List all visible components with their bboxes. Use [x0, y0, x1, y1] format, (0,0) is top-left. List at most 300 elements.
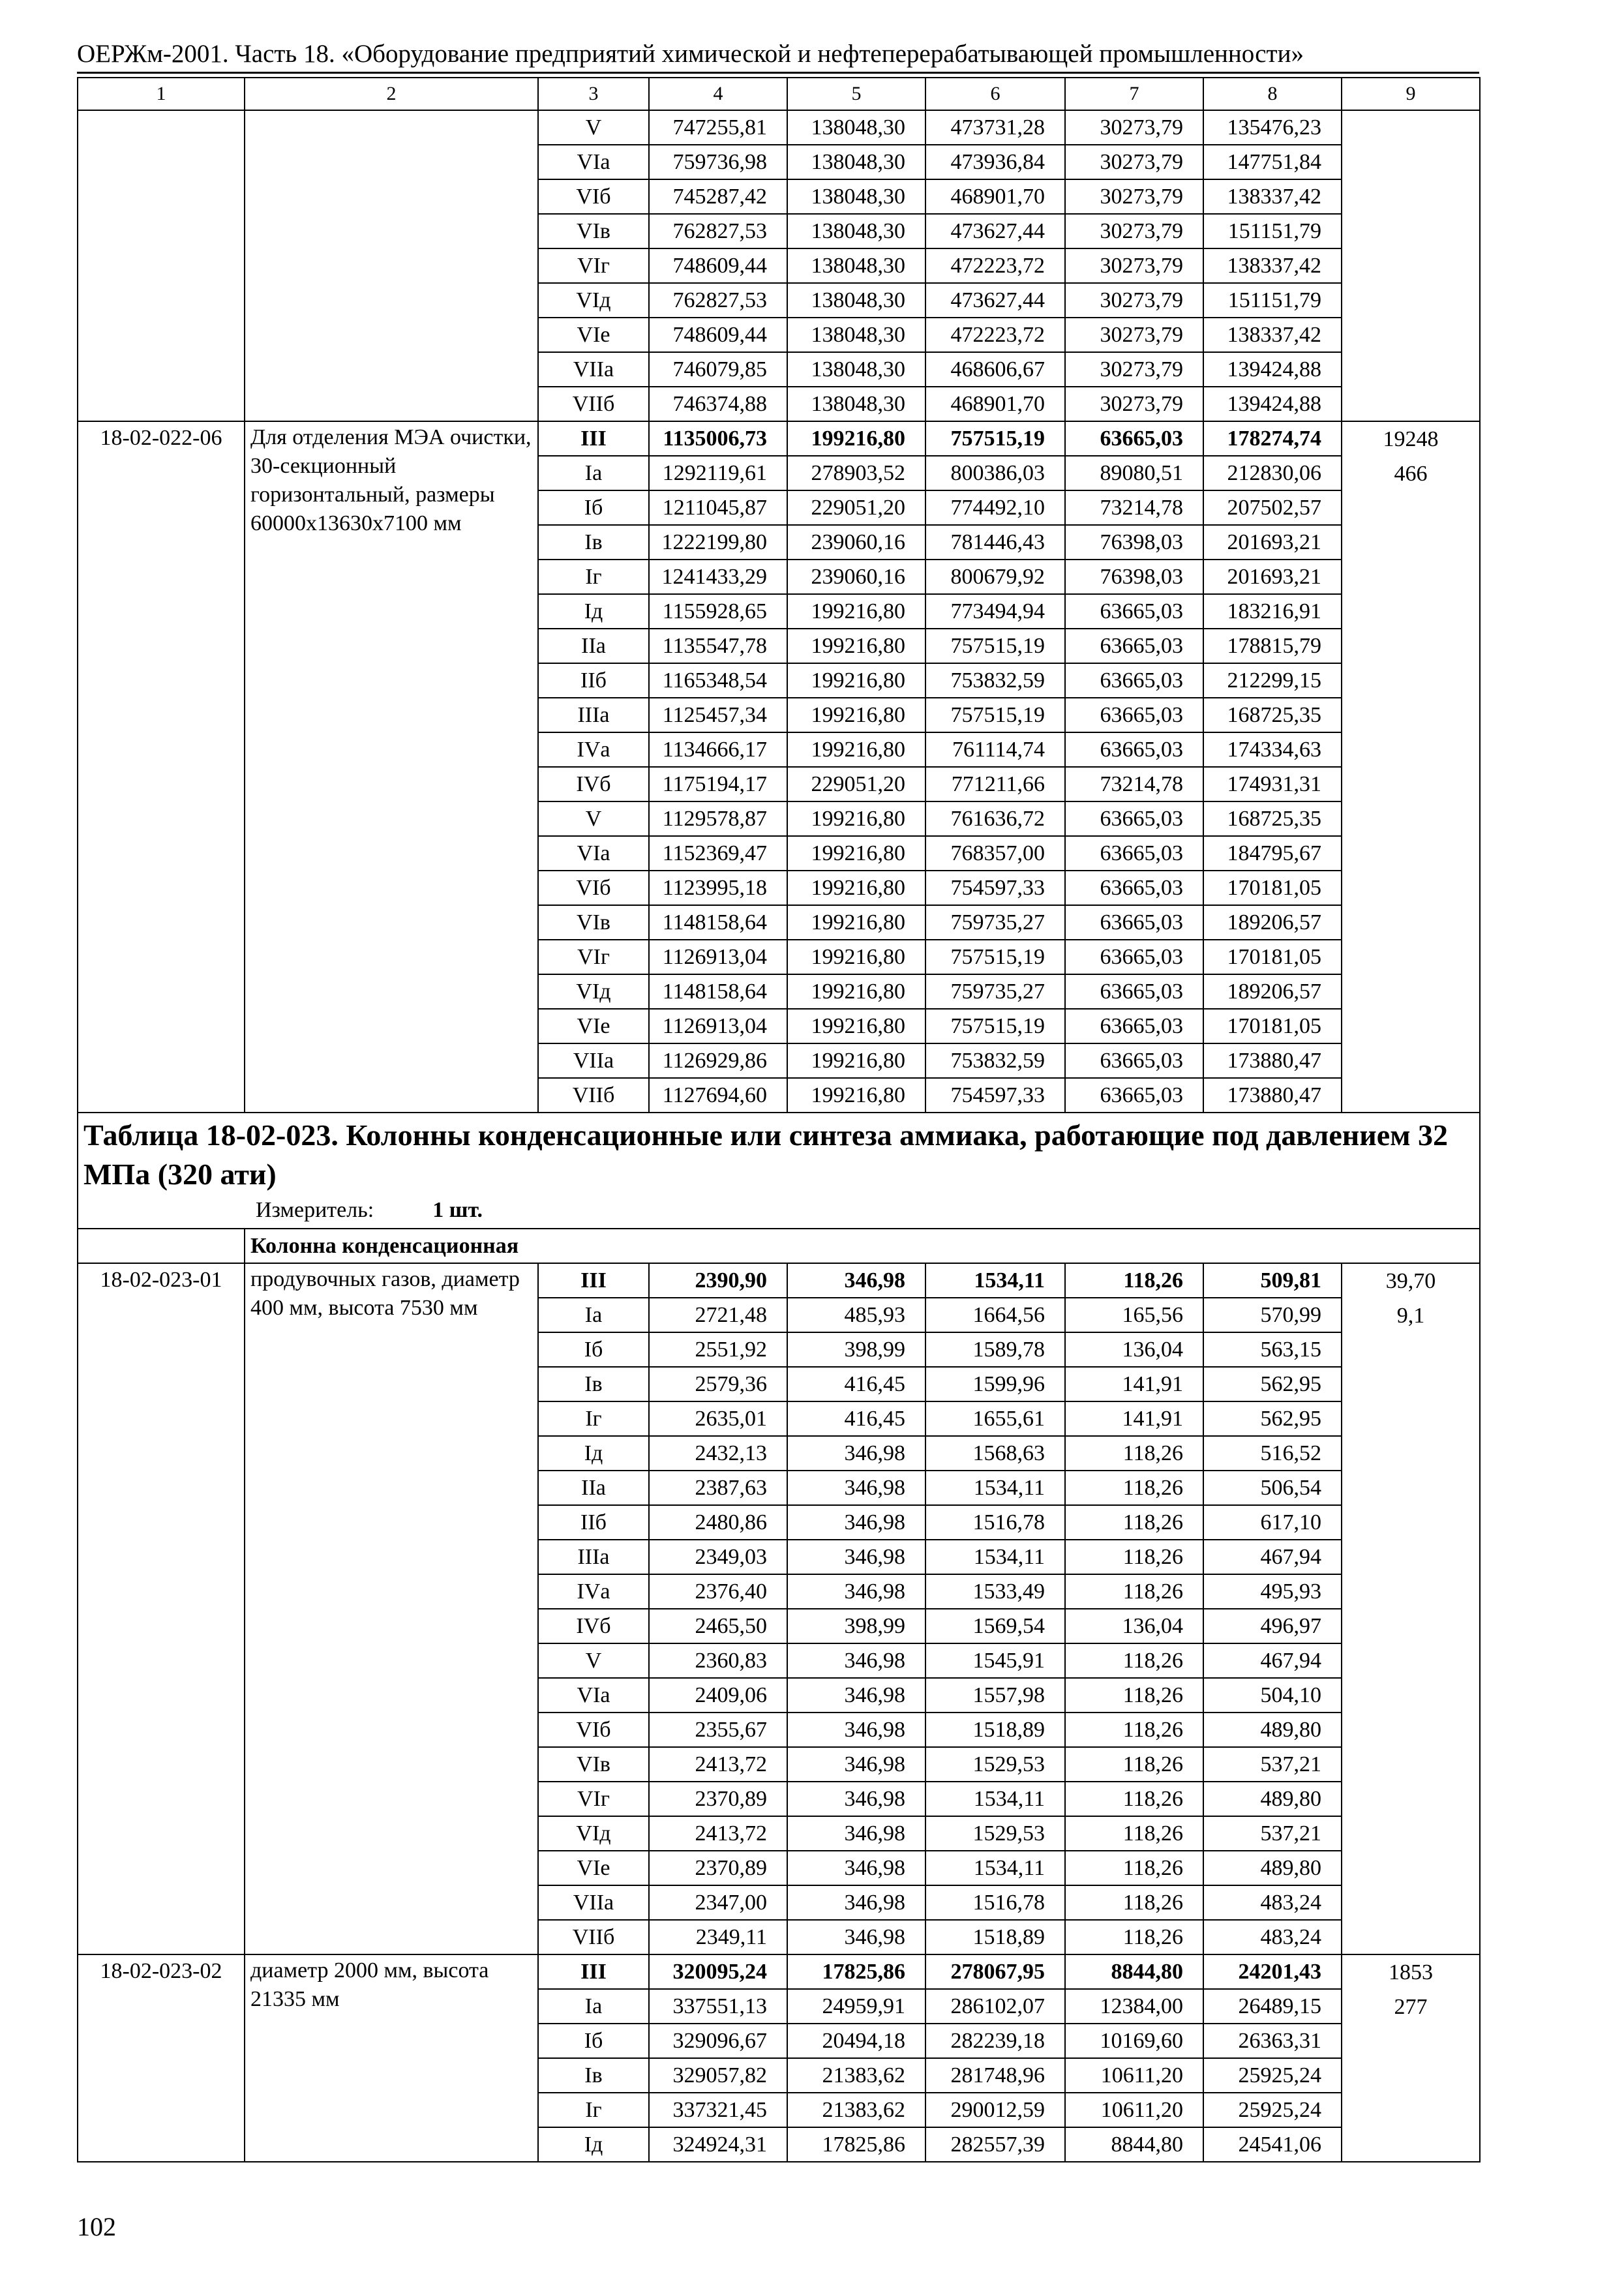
- column-number: 2: [245, 78, 538, 110]
- value-cell: 2370,89: [649, 1851, 787, 1885]
- value-cell: 1534,11: [925, 1851, 1065, 1885]
- value-cell: 1292119,61: [649, 456, 787, 490]
- value-cell: 10611,20: [1065, 2093, 1203, 2127]
- value-cell: 63665,03: [1065, 905, 1203, 940]
- measurement-unit-line: [83, 1194, 1474, 1227]
- region-index-cell: VIв: [538, 214, 649, 248]
- item-description: продувочных газов, диаметр 400 мм, высота 7530 мм: [245, 1263, 538, 1954]
- region-index-cell: VIе: [538, 318, 649, 352]
- value-cell: 199216,80: [787, 905, 925, 940]
- value-cell: 138048,30: [787, 214, 925, 248]
- region-index-cell: Iа: [538, 456, 649, 490]
- value-cell: 346,98: [787, 1782, 925, 1816]
- value-cell: 239060,16: [787, 560, 925, 594]
- value-cell: 168725,35: [1203, 698, 1342, 732]
- value-cell: 199216,80: [787, 698, 925, 732]
- region-index-cell: VIа: [538, 836, 649, 871]
- column-number: 6: [925, 78, 1065, 110]
- region-index-cell: VIб: [538, 871, 649, 905]
- region-index-cell: Iг: [538, 560, 649, 594]
- region-index-cell: Iб: [538, 490, 649, 525]
- value-cell: 63665,03: [1065, 1078, 1203, 1113]
- value-cell: 747255,81: [649, 110, 787, 145]
- value-cell: 2387,63: [649, 1471, 787, 1505]
- value-cell: 1664,56: [925, 1298, 1065, 1332]
- value-cell: 1222199,80: [649, 525, 787, 560]
- region-index-cell: Iв: [538, 1367, 649, 1401]
- value-cell: 118,26: [1065, 1782, 1203, 1816]
- value-cell: 516,52: [1203, 1436, 1342, 1471]
- value-cell: 346,98: [787, 1436, 925, 1471]
- value-cell: 509,81: [1203, 1263, 1342, 1298]
- column-number: 8: [1203, 78, 1342, 110]
- value-cell: 89080,51: [1065, 456, 1203, 490]
- value-cell: 76398,03: [1065, 525, 1203, 560]
- value-cell: 1135547,78: [649, 629, 787, 663]
- region-index-cell: Iа: [538, 1298, 649, 1332]
- value-cell: 290012,59: [925, 2093, 1065, 2127]
- value-cell: 562,95: [1203, 1401, 1342, 1436]
- value-cell: 1518,89: [925, 1713, 1065, 1747]
- value-cell: 141,91: [1065, 1401, 1203, 1436]
- value-cell: 759735,27: [925, 905, 1065, 940]
- description-cell: [245, 110, 538, 421]
- value-cell: 63665,03: [1065, 629, 1203, 663]
- value-cell: 139424,88: [1203, 352, 1342, 387]
- value-cell: 1211045,87: [649, 490, 787, 525]
- value-cell: 346,98: [787, 1574, 925, 1609]
- value-cell: 118,26: [1065, 1816, 1203, 1851]
- value-cell: 346,98: [787, 1885, 925, 1920]
- value-cell: 199216,80: [787, 594, 925, 629]
- value-cell: 2390,90: [649, 1263, 787, 1298]
- value-cell: 1518,89: [925, 1920, 1065, 1954]
- value-cell: 168725,35: [1203, 801, 1342, 836]
- value-cell: 63665,03: [1065, 663, 1203, 698]
- region-index-cell: IIIа: [538, 698, 649, 732]
- resource-value: 39,70: [1385, 1269, 1436, 1293]
- value-cell: 17825,86: [787, 1954, 925, 1989]
- region-index-cell: IVа: [538, 732, 649, 767]
- value-cell: 1529,53: [925, 1747, 1065, 1782]
- value-cell: 329096,67: [649, 2024, 787, 2058]
- region-index-cell: VIд: [538, 974, 649, 1009]
- value-cell: 485,93: [787, 1298, 925, 1332]
- value-cell: 63665,03: [1065, 836, 1203, 871]
- value-cell: 324924,31: [649, 2127, 787, 2162]
- value-cell: 761114,74: [925, 732, 1065, 767]
- item-description: диаметр 2000 мм, высота 21335 мм: [245, 1954, 538, 2162]
- value-cell: 286102,07: [925, 1989, 1065, 2024]
- value-cell: 135476,23: [1203, 110, 1342, 145]
- value-cell: 138337,42: [1203, 318, 1342, 352]
- value-cell: 495,93: [1203, 1574, 1342, 1609]
- region-index-cell: VIе: [538, 1009, 649, 1043]
- region-index-cell: III: [538, 421, 649, 456]
- value-cell: 2413,72: [649, 1747, 787, 1782]
- value-cell: 26363,31: [1203, 2024, 1342, 2058]
- measurement-unit-value: 1 шт.: [432, 1198, 483, 1222]
- value-cell: 30273,79: [1065, 179, 1203, 214]
- value-cell: 199216,80: [787, 421, 925, 456]
- value-cell: 1569,54: [925, 1609, 1065, 1643]
- value-cell: 2370,89: [649, 1782, 787, 1816]
- value-cell: 10169,60: [1065, 2024, 1203, 2058]
- region-index-cell: VIIб: [538, 387, 649, 421]
- value-cell: 30273,79: [1065, 352, 1203, 387]
- region-index-cell: IVа: [538, 1574, 649, 1609]
- value-cell: 773494,94: [925, 594, 1065, 629]
- table-title-row: [78, 1113, 1480, 1229]
- value-cell: 398,99: [787, 1609, 925, 1643]
- value-cell: 138048,30: [787, 283, 925, 318]
- region-index-cell: IIа: [538, 1471, 649, 1505]
- value-cell: 282239,18: [925, 2024, 1065, 2058]
- value-cell: 757515,19: [925, 698, 1065, 732]
- value-cell: 483,24: [1203, 1885, 1342, 1920]
- region-index-cell: VIд: [538, 1816, 649, 1851]
- column-number: 7: [1065, 78, 1203, 110]
- value-cell: 199216,80: [787, 732, 925, 767]
- region-index-cell: Iд: [538, 2127, 649, 2162]
- value-cell: 781446,43: [925, 525, 1065, 560]
- value-cell: 139424,88: [1203, 387, 1342, 421]
- value-cell: 199216,80: [787, 1078, 925, 1113]
- value-cell: 2409,06: [649, 1678, 787, 1713]
- value-cell: 416,45: [787, 1367, 925, 1401]
- value-cell: 199216,80: [787, 1009, 925, 1043]
- region-index-cell: Iд: [538, 594, 649, 629]
- region-index-cell: VIб: [538, 179, 649, 214]
- value-cell: 199216,80: [787, 871, 925, 905]
- value-cell: 473627,44: [925, 214, 1065, 248]
- resource-value: 1853: [1389, 1960, 1433, 1984]
- rates-table: [77, 77, 1481, 2162]
- value-cell: 136,04: [1065, 1609, 1203, 1643]
- region-index-cell: VIг: [538, 248, 649, 283]
- resource-values-cell: [1342, 1954, 1480, 2162]
- value-cell: 281748,96: [925, 2058, 1065, 2093]
- value-cell: 759735,27: [925, 974, 1065, 1009]
- value-cell: 118,26: [1065, 1471, 1203, 1505]
- value-cell: 757515,19: [925, 1009, 1065, 1043]
- value-cell: 282557,39: [925, 2127, 1065, 2162]
- value-cell: 468901,70: [925, 387, 1065, 421]
- value-cell: 178274,74: [1203, 421, 1342, 456]
- value-cell: 165,56: [1065, 1298, 1203, 1332]
- resource-value: 466: [1394, 462, 1428, 486]
- value-cell: 748609,44: [649, 318, 787, 352]
- value-cell: 489,80: [1203, 1851, 1342, 1885]
- value-cell: 63665,03: [1065, 871, 1203, 905]
- value-cell: 24541,06: [1203, 2127, 1342, 2162]
- value-cell: 771211,66: [925, 767, 1065, 801]
- value-cell: 754597,33: [925, 1078, 1065, 1113]
- value-cell: 1534,11: [925, 1263, 1065, 1298]
- value-cell: 151151,79: [1203, 283, 1342, 318]
- value-cell: 346,98: [787, 1920, 925, 1954]
- region-index-cell: VIIа: [538, 1043, 649, 1078]
- column-number: 9: [1342, 78, 1480, 110]
- region-index-cell: VIг: [538, 940, 649, 974]
- value-cell: 30273,79: [1065, 283, 1203, 318]
- value-cell: 1655,61: [925, 1401, 1065, 1436]
- value-cell: 489,80: [1203, 1713, 1342, 1747]
- region-index-cell: VIб: [538, 1713, 649, 1747]
- value-cell: 2413,72: [649, 1816, 787, 1851]
- value-cell: 762827,53: [649, 283, 787, 318]
- value-cell: 472223,72: [925, 318, 1065, 352]
- subheading-row: [78, 1229, 1480, 1263]
- value-cell: 73214,78: [1065, 490, 1203, 525]
- value-cell: 170181,05: [1203, 940, 1342, 974]
- value-cell: 774492,10: [925, 490, 1065, 525]
- value-cell: 138048,30: [787, 145, 925, 179]
- value-cell: 278903,52: [787, 456, 925, 490]
- value-cell: 136,04: [1065, 1332, 1203, 1367]
- resource-value: 19248: [1383, 427, 1439, 451]
- value-cell: 21383,62: [787, 2093, 925, 2127]
- value-cell: 2349,11: [649, 1920, 787, 1954]
- region-index-cell: Iд: [538, 1436, 649, 1471]
- value-cell: 118,26: [1065, 1540, 1203, 1574]
- value-cell: 757515,19: [925, 940, 1065, 974]
- value-cell: 63665,03: [1065, 1009, 1203, 1043]
- value-cell: 563,15: [1203, 1332, 1342, 1367]
- value-cell: 489,80: [1203, 1782, 1342, 1816]
- value-cell: 1557,98: [925, 1678, 1065, 1713]
- value-cell: 63665,03: [1065, 1043, 1203, 1078]
- value-cell: 183216,91: [1203, 594, 1342, 629]
- value-cell: 467,94: [1203, 1643, 1342, 1678]
- value-cell: 138337,42: [1203, 248, 1342, 283]
- value-cell: 63665,03: [1065, 801, 1203, 836]
- value-cell: 754597,33: [925, 871, 1065, 905]
- value-cell: 416,45: [787, 1401, 925, 1436]
- subheading: Колонна конденсационная: [245, 1229, 1480, 1263]
- value-cell: 199216,80: [787, 801, 925, 836]
- value-cell: 1516,78: [925, 1505, 1065, 1540]
- value-cell: 753832,59: [925, 1043, 1065, 1078]
- item-code: 18-02-023-01: [78, 1263, 245, 1954]
- value-cell: 1155928,65: [649, 594, 787, 629]
- value-cell: 170181,05: [1203, 871, 1342, 905]
- item-code: 18-02-023-02: [78, 1954, 245, 2162]
- value-cell: 2635,01: [649, 1401, 787, 1436]
- region-index-cell: IIIа: [538, 1540, 649, 1574]
- value-cell: 537,21: [1203, 1816, 1342, 1851]
- region-index-cell: Iб: [538, 2024, 649, 2058]
- value-cell: 30273,79: [1065, 318, 1203, 352]
- value-cell: 746374,88: [649, 387, 787, 421]
- table-row: [78, 421, 1480, 456]
- region-index-cell: VIе: [538, 1851, 649, 1885]
- value-cell: 118,26: [1065, 1747, 1203, 1782]
- value-cell: 2432,13: [649, 1436, 787, 1471]
- resource-values-cell: [1342, 421, 1480, 1113]
- value-cell: 1134666,17: [649, 732, 787, 767]
- value-cell: 398,99: [787, 1332, 925, 1367]
- value-cell: 189206,57: [1203, 974, 1342, 1009]
- region-index-cell: V: [538, 1643, 649, 1678]
- subheading-spacer: [78, 1229, 245, 1263]
- page-number: 102: [77, 2212, 116, 2241]
- value-cell: 63665,03: [1065, 594, 1203, 629]
- value-cell: 1135006,73: [649, 421, 787, 456]
- value-cell: 757515,19: [925, 629, 1065, 663]
- resource-value: 9,1: [1396, 1304, 1425, 1328]
- value-cell: 1127694,60: [649, 1078, 787, 1113]
- value-cell: 1126913,04: [649, 1009, 787, 1043]
- value-cell: 212830,06: [1203, 456, 1342, 490]
- region-index-cell: Iв: [538, 525, 649, 560]
- region-index-cell: Iг: [538, 1401, 649, 1436]
- column-number-row: [78, 78, 1480, 110]
- region-index-cell: IIа: [538, 629, 649, 663]
- value-cell: 468606,67: [925, 352, 1065, 387]
- value-cell: 346,98: [787, 1643, 925, 1678]
- value-cell: 138337,42: [1203, 179, 1342, 214]
- value-cell: 76398,03: [1065, 560, 1203, 594]
- region-index-cell: VIв: [538, 1747, 649, 1782]
- value-cell: 346,98: [787, 1678, 925, 1713]
- value-cell: 800679,92: [925, 560, 1065, 594]
- value-cell: 30273,79: [1065, 110, 1203, 145]
- column-number: 3: [538, 78, 649, 110]
- value-cell: 24959,91: [787, 1989, 925, 2024]
- value-cell: 174334,63: [1203, 732, 1342, 767]
- value-cell: 745287,42: [649, 179, 787, 214]
- value-cell: 173880,47: [1203, 1043, 1342, 1078]
- value-cell: 178815,79: [1203, 629, 1342, 663]
- value-cell: 346,98: [787, 1540, 925, 1574]
- value-cell: 141,91: [1065, 1367, 1203, 1401]
- value-cell: 467,94: [1203, 1540, 1342, 1574]
- measurement-unit-label: Измеритель:: [256, 1198, 374, 1222]
- value-cell: 1129578,87: [649, 801, 787, 836]
- value-cell: 1126929,86: [649, 1043, 787, 1078]
- region-index-cell: VIд: [538, 283, 649, 318]
- column-number: 4: [649, 78, 787, 110]
- value-cell: 768357,00: [925, 836, 1065, 871]
- value-cell: 199216,80: [787, 1043, 925, 1078]
- region-index-cell: VIIа: [538, 1885, 649, 1920]
- value-cell: 2355,67: [649, 1713, 787, 1747]
- value-cell: 757515,19: [925, 421, 1065, 456]
- value-cell: 346,98: [787, 1816, 925, 1851]
- value-cell: 25925,24: [1203, 2093, 1342, 2127]
- value-cell: 746079,85: [649, 352, 787, 387]
- value-cell: 2360,83: [649, 1643, 787, 1678]
- running-header: ОЕРЖм-2001. Часть 18. «Оборудование предприятий химической и нефтеперерабатывающей промышленности»: [77, 40, 1304, 68]
- value-cell: 1545,91: [925, 1643, 1065, 1678]
- region-index-cell: VIг: [538, 1782, 649, 1816]
- resource-value: 277: [1394, 1995, 1428, 2019]
- value-cell: 189206,57: [1203, 905, 1342, 940]
- item-code: 18-02-022-06: [78, 421, 245, 1113]
- value-cell: 1534,11: [925, 1540, 1065, 1574]
- value-cell: 1529,53: [925, 1816, 1065, 1851]
- value-cell: 346,98: [787, 1713, 925, 1747]
- value-cell: 138048,30: [787, 110, 925, 145]
- value-cell: 118,26: [1065, 1263, 1203, 1298]
- value-cell: 229051,20: [787, 767, 925, 801]
- value-cell: 537,21: [1203, 1747, 1342, 1782]
- value-cell: 118,26: [1065, 1574, 1203, 1609]
- region-index-cell: VIIб: [538, 1920, 649, 1954]
- region-index-cell: Iв: [538, 2058, 649, 2093]
- value-cell: 346,98: [787, 1851, 925, 1885]
- value-cell: 1589,78: [925, 1332, 1065, 1367]
- region-index-cell: Iг: [538, 2093, 649, 2127]
- region-index-cell: Iа: [538, 1989, 649, 2024]
- region-index-cell: Iб: [538, 1332, 649, 1367]
- value-cell: 1175194,17: [649, 767, 787, 801]
- value-cell: 118,26: [1065, 1436, 1203, 1471]
- value-cell: 73214,78: [1065, 767, 1203, 801]
- value-cell: 63665,03: [1065, 421, 1203, 456]
- value-cell: 1125457,34: [649, 698, 787, 732]
- value-cell: 17825,86: [787, 2127, 925, 2162]
- value-cell: 1568,63: [925, 1436, 1065, 1471]
- value-cell: 1533,49: [925, 1574, 1065, 1609]
- value-cell: 8844,80: [1065, 1954, 1203, 1989]
- value-cell: 1152369,47: [649, 836, 787, 871]
- value-cell: 173880,47: [1203, 1078, 1342, 1113]
- value-cell: 212299,15: [1203, 663, 1342, 698]
- value-cell: 138048,30: [787, 318, 925, 352]
- value-cell: 30273,79: [1065, 248, 1203, 283]
- value-cell: 483,24: [1203, 1920, 1342, 1954]
- table-row: [78, 1263, 1480, 1298]
- resource-values-cell: [1342, 1263, 1480, 1954]
- region-index-cell: VIIа: [538, 352, 649, 387]
- region-index-cell: VIв: [538, 905, 649, 940]
- value-cell: 63665,03: [1065, 732, 1203, 767]
- value-cell: 1148158,64: [649, 974, 787, 1009]
- value-cell: 472223,72: [925, 248, 1065, 283]
- value-cell: 2347,00: [649, 1885, 787, 1920]
- value-cell: 337551,13: [649, 1989, 787, 2024]
- value-cell: 199216,80: [787, 836, 925, 871]
- value-cell: 329057,82: [649, 2058, 787, 2093]
- item-description: Для отделения МЭА очистки, 30-секционный горизонтальный, размеры 60000x13630x7100 мм: [245, 421, 538, 1113]
- value-cell: 1599,96: [925, 1367, 1065, 1401]
- value-cell: 1516,78: [925, 1885, 1065, 1920]
- code-cell: [78, 110, 245, 421]
- value-cell: 2349,03: [649, 1540, 787, 1574]
- value-cell: 199216,80: [787, 974, 925, 1009]
- value-cell: 118,26: [1065, 1885, 1203, 1920]
- value-cell: 337321,45: [649, 2093, 787, 2127]
- value-cell: 506,54: [1203, 1471, 1342, 1505]
- value-cell: 20494,18: [787, 2024, 925, 2058]
- value-cell: 346,98: [787, 1263, 925, 1298]
- value-cell: 1165348,54: [649, 663, 787, 698]
- rates-table-body: [78, 78, 1480, 2162]
- value-cell: 26489,15: [1203, 1989, 1342, 2024]
- value-cell: 762827,53: [649, 214, 787, 248]
- value-cell: 278067,95: [925, 1954, 1065, 1989]
- value-cell: 21383,62: [787, 2058, 925, 2093]
- value-cell: 800386,03: [925, 456, 1065, 490]
- value-cell: 1123995,18: [649, 871, 787, 905]
- value-cell: 30273,79: [1065, 387, 1203, 421]
- value-cell: 2721,48: [649, 1298, 787, 1332]
- value-cell: 10611,20: [1065, 2058, 1203, 2093]
- table-row: [78, 110, 1480, 145]
- value-cell: 496,97: [1203, 1609, 1342, 1643]
